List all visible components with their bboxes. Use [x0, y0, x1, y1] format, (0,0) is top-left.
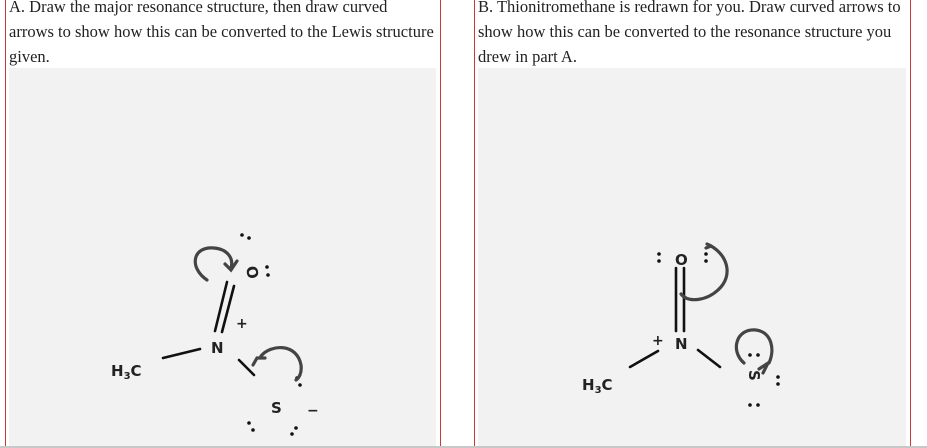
molecule-drawing-a: [9, 68, 438, 448]
curved-arrow-s: [736, 330, 771, 373]
atom-ch3: $H_3C$: [582, 376, 613, 396]
curved-arrow-s: [253, 348, 301, 380]
atom-ch3: $H_3C$: [111, 362, 142, 382]
bond-c-n: [163, 349, 200, 358]
charge-n-plus: +: [236, 316, 248, 332]
molecule-drawing-b: [478, 68, 907, 448]
drawing-canvas-b[interactable]: [478, 68, 906, 448]
panel-part-b: [474, 0, 911, 448]
atom-o: O: [675, 251, 688, 269]
atom-o: O: [242, 264, 263, 281]
curved-arrow-o: [681, 244, 727, 300]
charge-s-minus: −: [307, 403, 319, 419]
bond-n-s: [239, 360, 254, 375]
atom-s: S: [745, 370, 763, 381]
atom-n: N: [675, 335, 688, 353]
panel-part-a: [5, 0, 441, 448]
curved-arrow-o: [195, 248, 237, 280]
question-text-a: A. Draw the major resonance structure, then draw curved arrows to show how this can be converted to the Lewis structure given.: [9, 0, 434, 66]
drawing-canvas-a[interactable]: [9, 68, 436, 448]
atom-s: S: [271, 399, 282, 417]
atom-n: N: [211, 339, 224, 357]
bond-n-s: [698, 350, 720, 367]
bond-c-n: [630, 351, 658, 367]
charge-n-plus: +: [652, 333, 664, 349]
question-text-b: B. Thionitromethane is redrawn for you. Draw curved arrows to show how this can be converted to the resonance structure you drew in part A.: [478, 0, 901, 66]
